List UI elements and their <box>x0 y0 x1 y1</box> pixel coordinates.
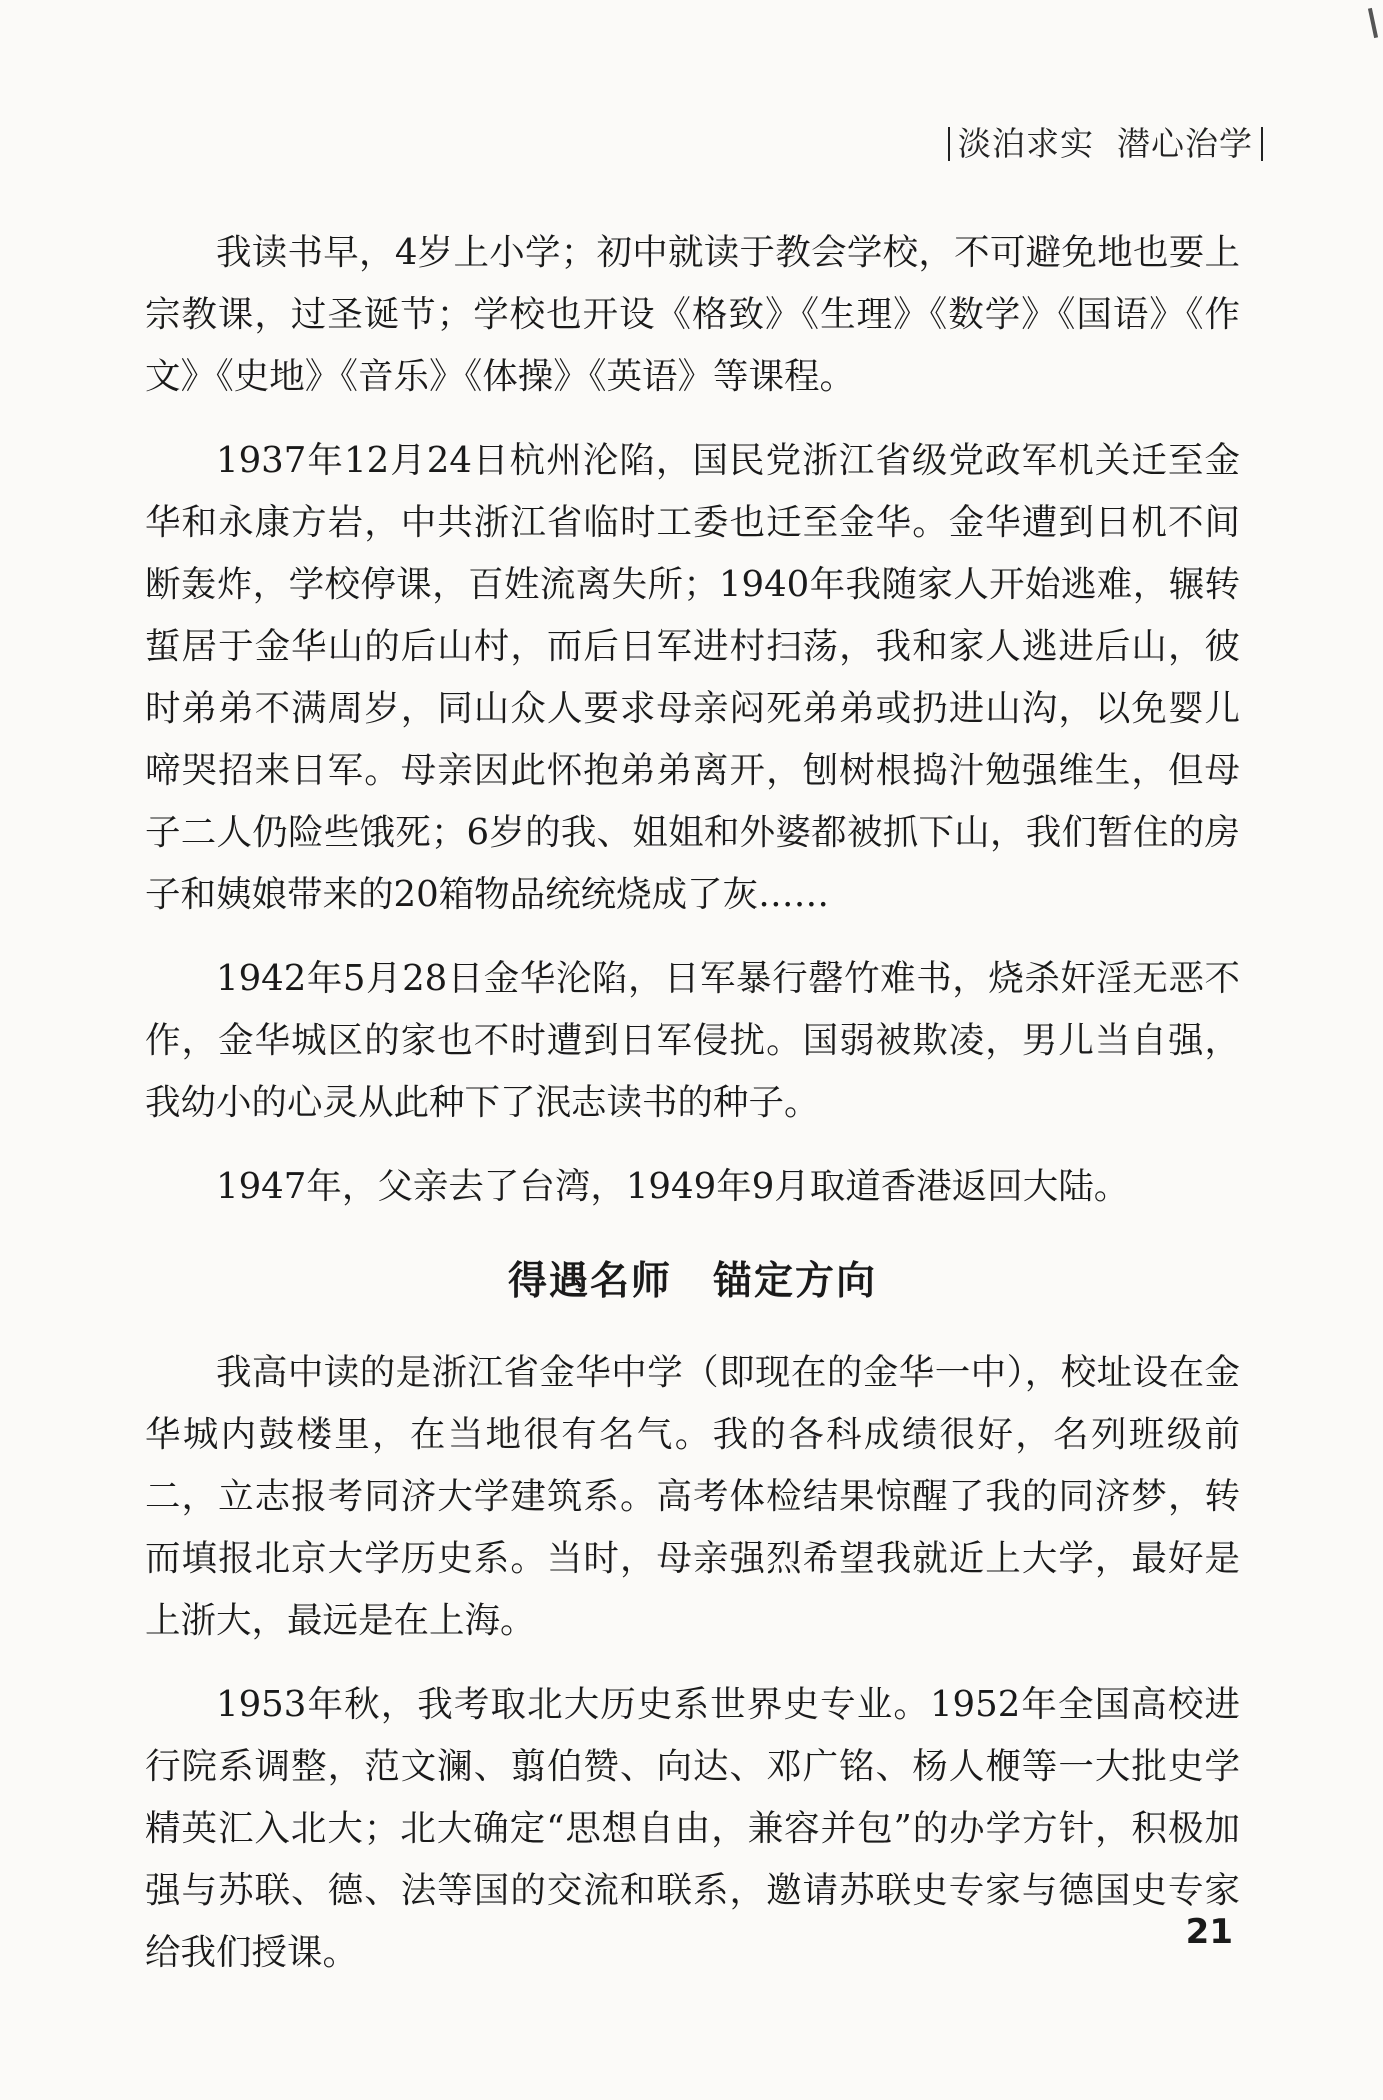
paragraph: 我读书早，4岁上小学；初中就读于教会学校，不可避免地也要上宗教课，过圣诞节；学校也开设《格致》《生理》《数学》《国语》《作文》《史地》《音乐》《体操》《英语》等课程。 <box>145 232 1240 397</box>
paragraph: 1942年5月28日金华沦陷，日军暴行罄竹难书，烧杀奸淫无恶不作，金华城区的家也不时遭到日军侵扰。国弱被欺凌，男儿当自强，我幼小的心灵从此种下了泯志读书的种子。 <box>145 958 1240 1123</box>
running-title-left: 淡泊求实 <box>958 124 1095 163</box>
header-bar-left <box>948 127 950 161</box>
body-text <box>145 222 1240 2006</box>
paragraph: 1953年秋，我考取北大历史系世界史专业。1952年全国高校进行院系调整，范文澜、翦伯赞、向达、邓广铭、杨人楩等一大批史学精英汇入北大；北大确定“思想自由，兼容并包”的办学方针，积极加强与苏联、德、法等国的交流和联系，邀请苏联史专家与德国史专家给我们授课。 <box>145 1684 1240 1973</box>
page-edge-mark <box>1368 8 1378 38</box>
running-header <box>940 118 1271 165</box>
page-number: 21 <box>1185 1912 1233 1952</box>
paragraph: 1937年12月24日杭州沦陷，国民党浙江省级党政军机关迁至金华和永康方岩，中共浙江省临时工委也迁至金华。金华遭到日机不间断轰炸，学校停课，百姓流离失所；1940年我随家人开始逃难，辗转蜇居于金华山的后山村，而后日军进村扫荡，我和家人逃进后山，彼时弟弟不满周岁，同山众人要求母亲闷死弟弟或扔进山沟，以免婴儿啼哭招来日军。母亲因此怀抱弟弟离开，刨树根捣汁勉强维生，但母子二人仍险些饿死；6岁的我、姐姐和外婆都被抓下山，我们暂住的房子和姨娘带来的20箱物品统统烧成了灰…… <box>145 440 1240 915</box>
paragraph: 我高中读的是浙江省金华中学（即现在的金华一中），校址设在金华城内鼓楼里，在当地很有名气。我的各科成绩很好，名列班级前二，立志报考同济大学建筑系。高考体检结果惊醒了我的同济梦，转而填报北京大学历史系。当时，母亲强烈希望我就近上大学，最好是上浙大，最远是在上海。 <box>145 1352 1240 1641</box>
section-heading: 得遇名师 锚定方向 <box>507 1258 877 1304</box>
running-title-right: 潜心治学 <box>1117 124 1253 163</box>
paragraph: 1947年，父亲去了台湾，1949年9月取道香港返回大陆。 <box>216 1166 1130 1207</box>
header-bar-right <box>1261 127 1263 161</box>
